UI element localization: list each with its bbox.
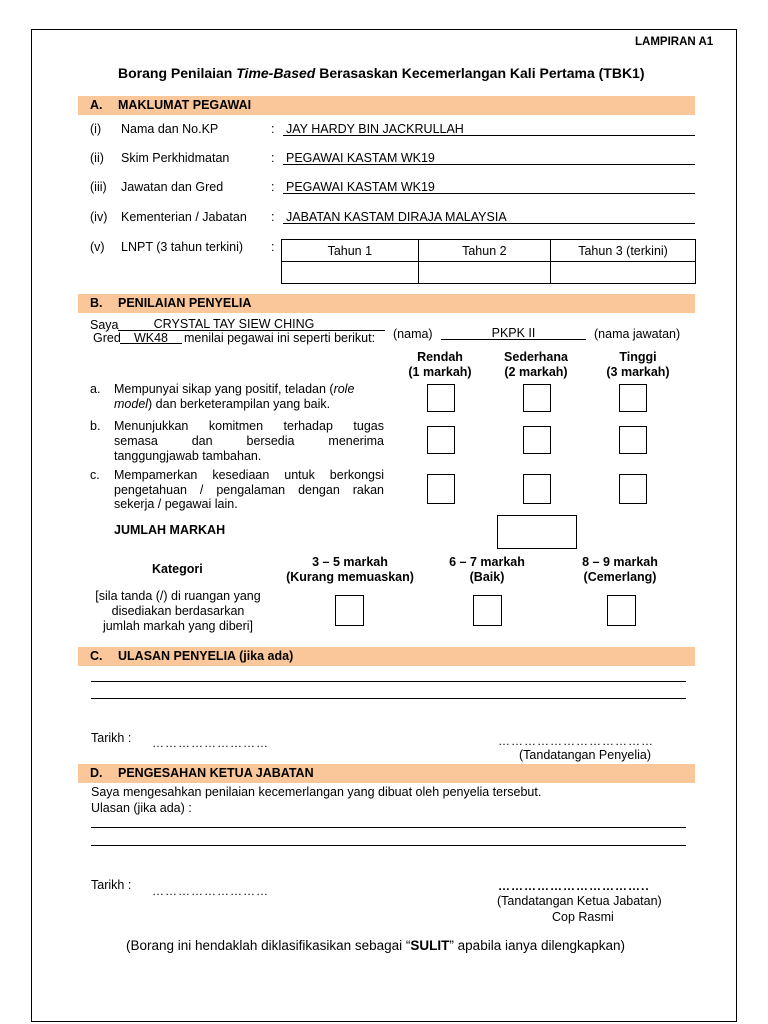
kategori-label: Kategori [152, 562, 203, 576]
criterion-a-text: Mempunyai sikap yang positif, teladan (role model) dan berketerampilan yang baik. [114, 382, 355, 411]
tarikh-dots[interactable]: ……………………… [152, 884, 269, 898]
row-roman: (iv) [90, 210, 108, 224]
colon: : [271, 180, 275, 194]
ulasan-ketua-line-1[interactable] [91, 827, 686, 828]
lnpt-value-2[interactable] [418, 262, 550, 284]
gred-label: Gred [93, 331, 121, 345]
lnpt-header-2: Tahun 2 [418, 240, 550, 262]
supervisor-position[interactable]: PKPK II [491, 326, 536, 340]
criterion-b-tinggi-box[interactable] [619, 426, 647, 454]
ulasan-label: Ulasan (jika ada) : [91, 801, 192, 815]
kategori-note: [sila tanda (/) di ruangan yang disediakan berdasarkan jumlah markah yang diberi] [95, 589, 261, 633]
section-c-header: C. ULASAN PENYELIA (jika ada) [78, 647, 695, 666]
category-kurang: 3 – 5 markah (Kurang memuaskan) [286, 555, 414, 584]
lnpt-header-3: Tahun 3 (terkini) [551, 240, 696, 262]
category-baik-box[interactable] [473, 595, 502, 626]
pengesahan-statement: Saya mengesahkan penilaian kecemerlangan yang dibuat oleh penyelia tersebut. [91, 785, 542, 799]
ulasan-ketua-line-2[interactable] [91, 845, 686, 846]
category-kurang-box[interactable] [335, 595, 364, 626]
lnpt-header-1: Tahun 1 [282, 240, 419, 262]
row-roman: (ii) [90, 151, 104, 165]
form-title: Borang Penilaian Time-Based Berasaskan Kecemerlangan Kali Pertama (TBK1) [118, 65, 645, 81]
scale-rendah: Rendah (1 markah) [408, 350, 472, 379]
scale-sederhana: Sederhana (2 markah) [504, 350, 568, 379]
criterion-b-line3: tanggungjawab tambahan. [114, 449, 262, 463]
gred-value[interactable]: WK48 [133, 331, 169, 345]
tarikh-label: Tarikh : [91, 731, 132, 745]
row-roman: (iii) [90, 180, 107, 194]
criterion-c-line1: Mempamerkan kesediaan untuk berkongsi [114, 468, 384, 482]
colon: : [271, 122, 275, 136]
nama-hint: (nama) [393, 327, 433, 341]
criterion-letter: a. [90, 382, 101, 396]
footer-note: (Borang ini hendaklah diklasifikasikan sebagai “SULIT” apabila ianya dilengkapkan) [126, 938, 626, 953]
scale-tinggi: Tinggi (3 markah) [606, 350, 670, 379]
category-cemerlang-box[interactable] [607, 595, 636, 626]
tandatangan-penyelia-label: (Tandatangan Penyelia) [519, 748, 652, 762]
criterion-c-line3: sekerja / pegawai lain. [114, 497, 238, 511]
criterion-c-line2: pengetahuan / pengalaman dengan rakan [114, 483, 384, 497]
colon: : [271, 151, 275, 165]
criterion-a-tinggi-box[interactable] [619, 384, 647, 412]
nama-jawatan-hint: (nama jawatan) [594, 327, 681, 341]
lnpt-table [281, 239, 696, 284]
jumlah-markah-box[interactable] [497, 515, 577, 549]
criterion-a-sederhana-box[interactable] [523, 384, 551, 412]
criterion-letter: b. [90, 419, 101, 433]
tandatangan-ketua-label: (Tandatangan Ketua Jabatan) [497, 894, 662, 908]
colon: : [271, 240, 275, 254]
colon: : [271, 210, 275, 224]
signature-dots[interactable]: ……………………………… [498, 734, 654, 748]
category-baik: 6 – 7 markah (Baik) [449, 555, 525, 584]
criterion-c-tinggi-box[interactable] [619, 474, 647, 504]
gred-suffix: menilai pegawai ini seperti berikut: [184, 331, 376, 345]
jawatan-label: Jawatan dan Gred [121, 180, 224, 194]
section-d-header: D. PENGESAHAN KETUA JABATAN [78, 764, 695, 783]
kementerian-label: Kementerian / Jabatan [121, 210, 247, 224]
skim-value[interactable]: PEGAWAI KASTAM WK19 [286, 151, 435, 165]
lnpt-label: LNPT (3 tahun terkini) [121, 240, 244, 254]
supervisor-name[interactable]: CRYSTAL TAY SIEW CHING [153, 317, 315, 331]
nama-label: Nama dan No.KP [121, 122, 219, 136]
section-a-header: A. MAKLUMAT PEGAWAI [78, 96, 695, 115]
tarikh-dots[interactable]: ……………………… [152, 736, 269, 750]
criterion-b-line1: Menunjukkan komitmen terhadap tugas [114, 419, 384, 433]
skim-label: Skim Perkhidmatan [121, 151, 230, 165]
section-b-header: B. PENILAIAN PENYELIA [78, 294, 695, 313]
jumlah-markah-label: JUMLAH MARKAH [114, 523, 226, 537]
category-cemerlang: 8 – 9 markah (Cemerlang) [582, 555, 658, 584]
criterion-a-rendah-box[interactable] [427, 384, 455, 412]
criterion-c-rendah-box[interactable] [427, 474, 455, 504]
criterion-b-sederhana-box[interactable] [523, 426, 551, 454]
tarikh-label: Tarikh : [91, 878, 132, 892]
lampiran-label: LAMPIRAN A1 [635, 36, 714, 48]
kementerian-value[interactable]: JABATAN KASTAM DIRAJA MALAYSIA [286, 210, 507, 224]
nama-value[interactable]: JAY HARDY BIN JACKRULLAH [286, 122, 464, 136]
criterion-c-sederhana-box[interactable] [523, 474, 551, 504]
ulasan-line-1[interactable] [91, 681, 686, 682]
lnpt-value-3[interactable] [551, 262, 696, 284]
ulasan-line-2[interactable] [91, 698, 686, 699]
row-roman: (v) [90, 240, 105, 254]
jawatan-value[interactable]: PEGAWAI KASTAM WK19 [286, 180, 435, 194]
lnpt-value-1[interactable] [282, 262, 419, 284]
criterion-b-rendah-box[interactable] [427, 426, 455, 454]
row-roman: (i) [90, 122, 102, 136]
signature-dots[interactable]: …………………………….. [498, 879, 650, 893]
criterion-b-line2: semasa dan bersedia menerima [114, 434, 384, 448]
criterion-letter: c. [90, 468, 100, 482]
cop-rasmi-label: Cop Rasmi [552, 910, 614, 924]
saya-label: Saya [90, 318, 119, 332]
